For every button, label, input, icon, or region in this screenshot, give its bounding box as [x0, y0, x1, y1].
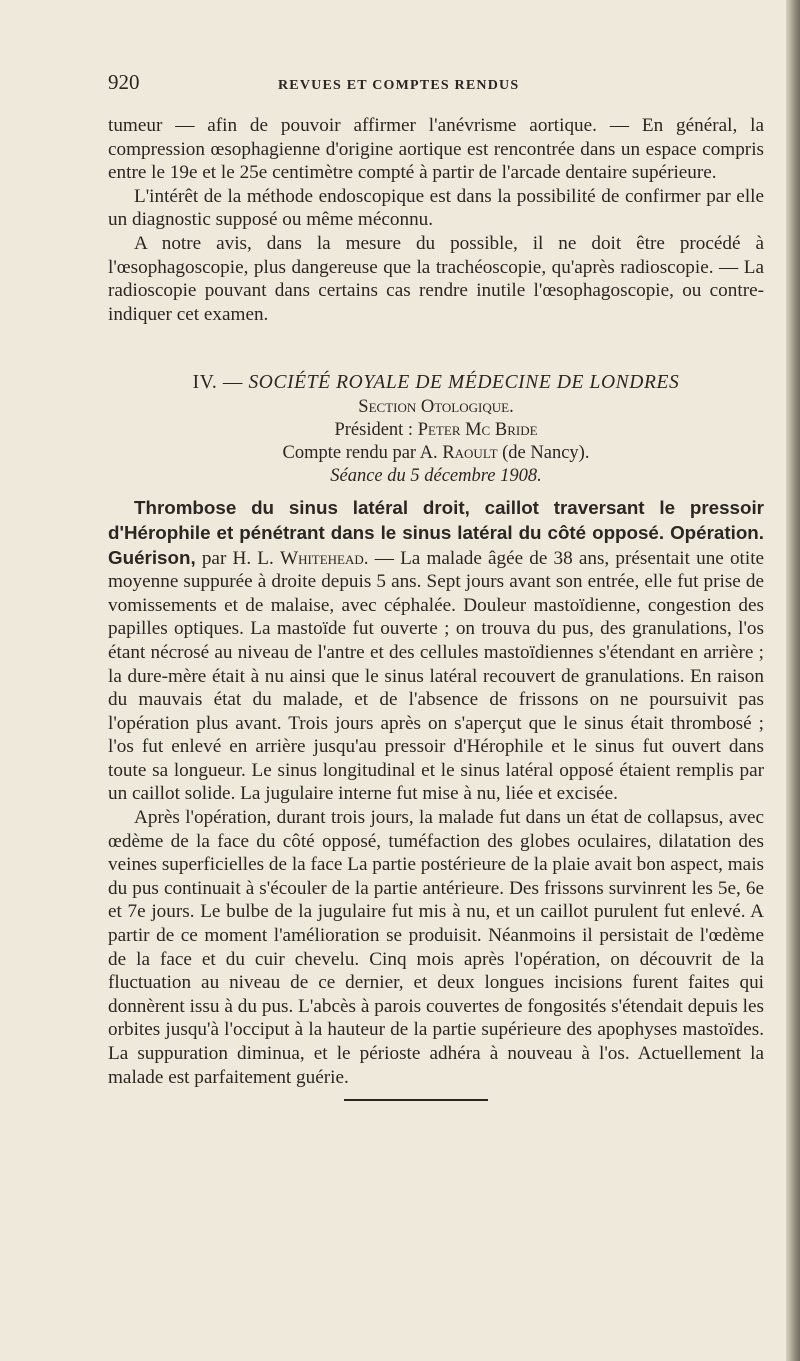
paragraph: Après l'opération, durant trois jours, la malade fut dans un état de collapsus, avec œdème de la face du côté opposé, tuméfaction des globes oculaires, dilatation des veines superficielles de la face La partie postérieure de la plaie avait bon aspect, mais du pus continuait à s'écouler de la partie antérieure. Des frissons survinrent les 5e, 6e et 7e jours. Le bulbe de la jugulaire fut mis à nu, et un caillot purulent fut enlevé. A partir de ce moment l'amélioration se produisit. Néanmoins il persistait de l'œdème de la face et du cuir chevelu. Cinq mois après l'opération, on découvrit de la fluctuation au niveau de ce dernier, et deux longues incisions furent faites qui donnèrent issu à du pus. L'abcès à parois couvertes de fongosités s'étendait depuis les orbites jusqu'à l'occiput à la hauteur de la partie supérieure des apophyses mastoïdes. La suppuration diminua, et le périoste adhéra à nouveau à l'os. Actuellement la malade est parfaitement guérie. — [108, 807, 764, 1088]
article-author: Whitehead. — [279, 547, 369, 569]
section-number: IV. — — [192, 372, 243, 394]
end-rule — [344, 1099, 488, 1101]
paragraph: L'intérêt de la méthode endoscopique est dans la possibilité de confirmer par elle un diagnostic supposé ou même méconnu. — [108, 185, 764, 231]
report-place: (de Nancy). — [502, 443, 590, 464]
article-title: Thrombose du sinus latéral droit, caillot traversant le pressoir d'Hérophile et pénétrant dans le sinus latéral du côté opposé. Opération. Guérison, — [108, 497, 764, 568]
section-heading — [108, 370, 764, 396]
president-label: Président : — [334, 420, 414, 441]
paragraph: A notre avis, dans la mesure du possible, il ne doit être procédé à l'œsophagoscopie, plus dangereuse que la trachéoscopie, qu'après radioscopie. — La radioscopie pouvant dans certains cas rendre inutile l'œsophagoscopie, ou contre-indiquer cet examen. — [108, 232, 764, 325]
book-edge-shadow — [786, 0, 800, 1361]
subsection-title: Section Otologique. — [358, 397, 514, 418]
section-title: SOCIÉTÉ ROYALE DE MÉDECINE DE LONDRES — [248, 372, 680, 394]
paragraph: tumeur — afin de pouvoir affirmer l'anévrisme aortique. — En général, la compression œsophagienne d'origine aortique est rencontrée dans un espace compris entre le 19e et le 25e centimètre compté à partir de l'arcade dentaire supérieure. — [108, 115, 764, 184]
document-page — [108, 70, 764, 1101]
article-first-paragraph — [108, 496, 764, 806]
article — [108, 496, 764, 1089]
report-label: Compte rendu par A. — [282, 443, 438, 464]
president-name: Peter Mc Bride — [417, 420, 538, 441]
page-header — [108, 70, 764, 110]
report-author: Raoult — [442, 443, 498, 464]
running-head: REVUES ET COMPTES RENDUS — [278, 78, 520, 93]
article-text: — La malade âgée de 38 ans, présentait une otite moyenne suppurée à droite depuis 5 ans. Sept jours avant son entrée, elle fut prise de vomissements et de malaise, avec céphalée. Douleur mastoïdienne, congestion des papilles optiques. La mastoïde fut ouverte ; on trouva du pus, des granulations, l'os étant nécrosé au niveau de l'antre et des cellules mastoïdiennes s'étendant en arrière ; la dure-mère était à nu ainsi que le sinus latéral recouvert de granulations. En raison du mauvais état du malade, et de l'absence de frissons on ne poursuivit pas l'opération plus avant. Trois jours après on s'aperçut que le sinus était thrombosé ; l'os fut enlevé en arrière jusqu'au pressoir d'Hérophile et le sinus fut ouvert dans toute sa longueur. Le sinus longitudinal et le sinus latéral opposé étaient remplis par un caillot solide. La jugulaire interne fut mise à nu, liée et excisée. — [108, 547, 765, 805]
page-number: 920 — [108, 70, 140, 94]
session-date: Séance du 5 décembre 1908. — [330, 466, 542, 487]
author-prefix: par H. L. — [201, 547, 274, 569]
president-line — [108, 419, 764, 442]
intro-text — [108, 114, 764, 326]
report-line — [108, 442, 764, 465]
